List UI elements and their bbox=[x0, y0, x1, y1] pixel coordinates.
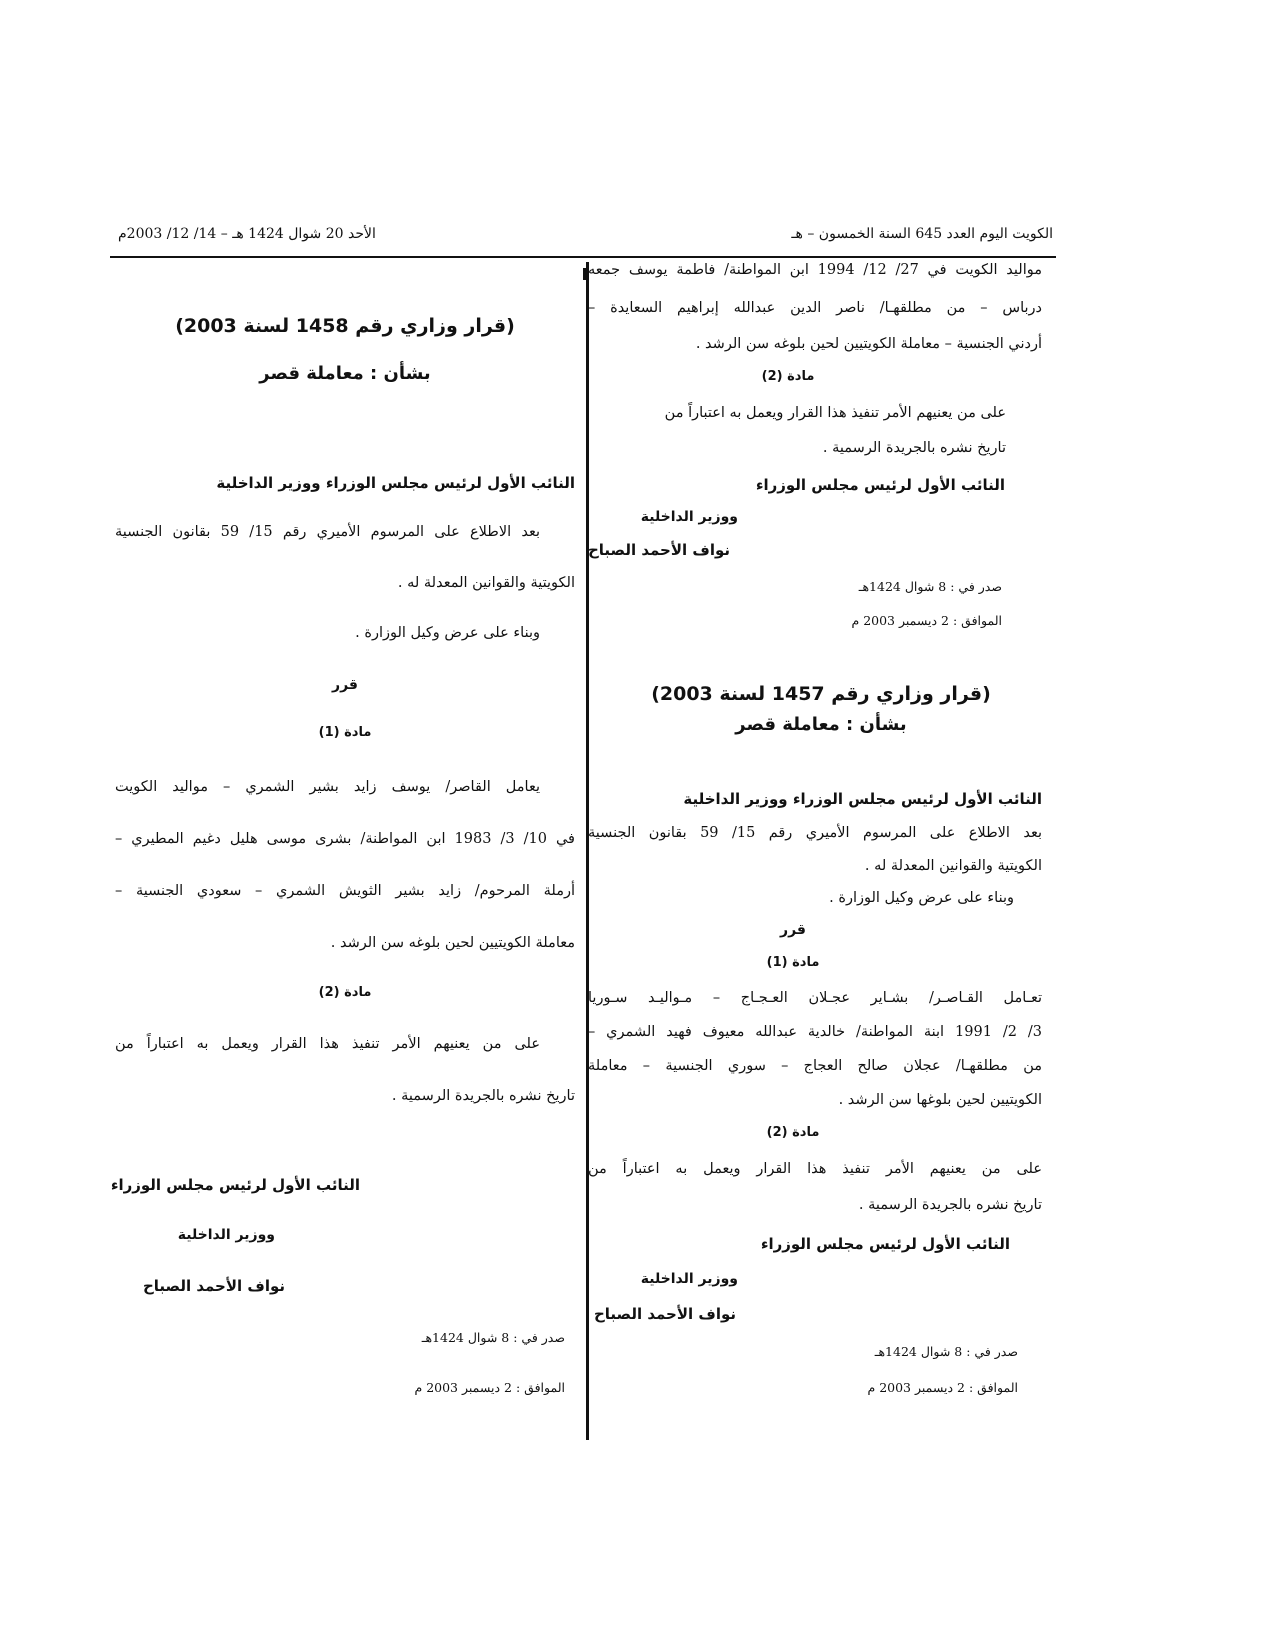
decision-1457-preamble-2: الكويتية والقوانين المعدلة له . bbox=[864, 858, 1042, 874]
page-header-date: الأحد 20 شوال 1424 هـ – 14/ 12/ 2003م bbox=[118, 226, 376, 242]
continuation-line-1: مواليد الكويت في 27/ 12/ 1994 ابن المواطنة/ فاطمة يوسف جمعه bbox=[588, 262, 1043, 278]
decision-1458-signature-title-line-1: النائب الأول لرئيس مجلس الوزراء bbox=[110, 1176, 360, 1194]
decision-1458-corresponding-date: الموافق : 2 ديسمبر 2003 م bbox=[414, 1380, 565, 1395]
issued-date: صدر في : 8 شوال 1424هـ bbox=[858, 579, 1002, 594]
decision-1458-article-2-heading: مادة (2) bbox=[318, 985, 372, 1000]
decision-1457-decided: قرر bbox=[780, 922, 806, 938]
decision-1458-article-1-line-2: في 10/ 3/ 1983 ابن المواطنة/ بشرى موسى هليل دغيم المطيري – bbox=[115, 831, 575, 847]
decision-1457-issued-date: صدر في : 8 شوال 1424هـ bbox=[874, 1344, 1018, 1359]
decision-1458-signature-title-line-2: ووزير الداخلية bbox=[177, 1227, 275, 1243]
decision-1458-article-1-heading: مادة (1) bbox=[318, 725, 372, 740]
decision-1457-article-1-line-1: تعـامل القـاصـر/ بشـاير عجـلان العـجـاج – مـواليـد سـوريا bbox=[588, 990, 1042, 1006]
decision-1458-signature-name: نواف الأحمد الصباح bbox=[142, 1277, 285, 1295]
article-2-heading: مادة (2) bbox=[761, 369, 815, 384]
continuation-line-2: درباس – من مطلقهـا/ ناصر الدين عبدالله إبراهيم السعايدة – bbox=[588, 300, 1042, 316]
column-divider-tick bbox=[583, 268, 586, 280]
decision-1457-authority: النائب الأول لرئيس مجلس الوزراء ووزير الداخلية bbox=[683, 790, 1042, 808]
continuation-line-3: أردني الجنسية – معاملة الكويتيين لحين بلوغه سن الرشد . bbox=[695, 336, 1042, 352]
column-divider bbox=[586, 262, 589, 1440]
decision-1457-based-on: وبناء على عرض وكيل الوزارة . bbox=[829, 890, 1014, 906]
signature-title-line-2: ووزير الداخلية bbox=[640, 509, 738, 525]
decision-1458-article-2-line-1: على من يعنيهم الأمر تنفيذ هذا القرار ويعمل به اعتباراً من bbox=[115, 1036, 540, 1052]
decision-1457-preamble-1: بعد الاطلاع على المرسوم الأميري رقم 15/ 59 بقانون الجنسية bbox=[588, 825, 1042, 841]
decision-1457-signature-title-line-2: ووزير الداخلية bbox=[640, 1271, 738, 1287]
decision-1458-subject: بشأن : معاملة قصر bbox=[259, 363, 431, 384]
decision-1457-article-2-line-2: تاريخ نشره بالجريدة الرسمية . bbox=[858, 1197, 1042, 1213]
decision-1458-decided: قرر bbox=[332, 677, 358, 693]
decision-1458-issued-date: صدر في : 8 شوال 1424هـ bbox=[421, 1330, 565, 1345]
decision-1458-based-on: وبناء على عرض وكيل الوزارة . bbox=[355, 625, 540, 641]
decision-1458-article-2-line-2: تاريخ نشره بالجريدة الرسمية . bbox=[391, 1088, 575, 1104]
decision-1458-article-1-line-4: معاملة الكويتيين لحين بلوغه سن الرشد . bbox=[330, 935, 575, 951]
decision-1458-authority: النائب الأول لرئيس مجلس الوزراء ووزير الداخلية bbox=[216, 474, 575, 492]
article-2-line-2: تاريخ نشره بالجريدة الرسمية . bbox=[822, 440, 1006, 456]
decision-1457-article-2-line-1: على من يعنيهم الأمر تنفيذ هذا القرار ويعمل به اعتباراً من bbox=[588, 1161, 1042, 1177]
decision-1457-subject: بشأن : معاملة قصر bbox=[735, 714, 907, 735]
decision-1457-article-2-heading: مادة (2) bbox=[766, 1125, 820, 1140]
decision-1457-corresponding-date: الموافق : 2 ديسمبر 2003 م bbox=[867, 1380, 1018, 1395]
decision-1457-signature-title-line-1: النائب الأول لرئيس مجلس الوزراء bbox=[760, 1235, 1010, 1253]
signature-name: نواف الأحمد الصباح bbox=[587, 541, 730, 559]
signature-title-line-1: النائب الأول لرئيس مجلس الوزراء bbox=[755, 476, 1005, 494]
decision-1457-article-1-line-3: من مطلقهـا/ عجلان صالح العجاج – سوري الجنسية – معاملة bbox=[588, 1058, 1042, 1074]
decision-1457-signature-name: نواف الأحمد الصباح bbox=[593, 1305, 736, 1323]
corresponding-date: الموافق : 2 ديسمبر 2003 م bbox=[851, 613, 1002, 628]
decision-1458-preamble-2: الكويتية والقوانين المعدلة له . bbox=[397, 575, 575, 591]
decision-1457-article-1-heading: مادة (1) bbox=[766, 955, 820, 970]
decision-1458-preamble-1: بعد الاطلاع على المرسوم الأميري رقم 15/ 59 بقانون الجنسية bbox=[115, 524, 540, 540]
decision-1458-article-1-line-1: يعامل القاصر/ يوسف زايد بشير الشمري – مواليد الكويت bbox=[115, 779, 540, 795]
decision-1457-title: (قرار وزاري رقم 1457 لسنة 2003) bbox=[651, 683, 991, 705]
page-header-issue: الكويت اليوم العدد 645 السنة الخمسون – هـ bbox=[791, 226, 1053, 242]
decision-1457-article-1-line-2: 3/ 2/ 1991 ابنة المواطنة/ خالدية عبدالله معيوف فهيد الشمري – bbox=[588, 1024, 1043, 1040]
decision-1458-title: (قرار وزاري رقم 1458 لسنة 2003) bbox=[175, 315, 515, 337]
article-2-line-1: على من يعنيهم الأمر تنفيذ هذا القرار ويعمل به اعتباراً من bbox=[664, 405, 1006, 421]
decision-1458-article-1-line-3: أرملة المرحوم/ زايد بشير الثويش الشمري – سعودي الجنسية – bbox=[115, 883, 575, 899]
decision-1457-article-1-line-4: الكويتيين لحين بلوغها سن الرشد . bbox=[838, 1092, 1042, 1108]
header-rule bbox=[110, 256, 1056, 258]
